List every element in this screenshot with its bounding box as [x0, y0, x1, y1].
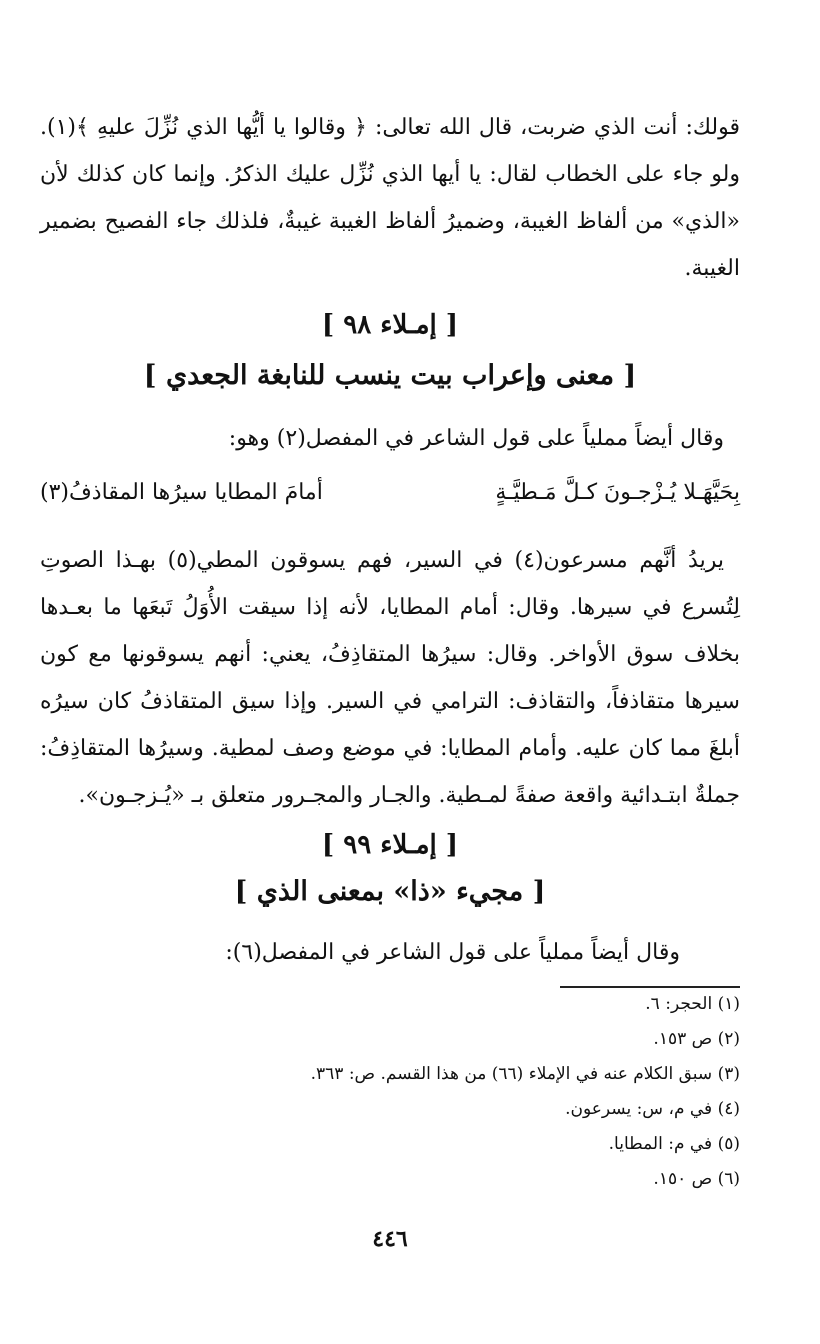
paragraph-2: يريدُ أنَّهم مسرعون(٤) في السير، فهم يسوقون المطي(٥) بهـذا الصوتِ لِتُسرع في سيرها. وقال: أمام المطايا، لأنه إذا سيقت الأُوَلُ تَبعَها ما بعـدها بخلاف سوق الأواخر. وقال: سيرُها المتقاذِفُ، يعني: أنهم يسوقونها مع كون سيرها متقاذفاً، والتقاذف: الترامي في السير. وإذا سيق المتقاذفُ كان سيرُه أبلغَ مما كان عليه. وأمام المطايا: في موضع وصف لمطية. وسيرُها المتقاذِفُ: جملةٌ ابتـدائية واقعة صفةً لمـطية. والجـار والمجـرور متعلق بـ «يُـزجـون». [40, 548, 740, 808]
intro-98: وقال أيضاً مملياً على قول الشاعر في المفصل(٢) وهو: [228, 426, 724, 451]
section-title-98: [ معنى وإعراب بيت ينسب للنابغة الجعدي ] [143, 360, 637, 391]
footnote-5: (٥) في م: المطايا. [608, 1134, 740, 1154]
footnote-2: (٢) ص ١٥٣. [653, 1029, 740, 1049]
verse-first-hemistich: بِحَيَّهَـلا يُـزْجـونَ كـلَّ مَـطيَّـةٍ [495, 480, 740, 505]
footnote-3: (٣) سبق الكلام عنه في الإملاء (٦٦) من هذا القسم. ص: ٣٦٣. [310, 1064, 740, 1084]
paragraph-1: قولك: أنت الذي ضربت، قال الله تعالى: ﴿ وقالوا يا أيُّها الذي نُزِّلَ عليهِ ﴾(١). ولو جاء على الخطاب لقال: يا أيها الذي نُزِّل عليك الذكرُ. وإنما كان كذلك لأن «الذي» من ألفاظ الغيبة، وضميرُ ألفاظ الغيبة غيبةٌ، فلذلك جاء الفصيح بضمير الغيبة. [40, 115, 740, 281]
document-page [40, 0, 740, 1344]
footnote-1: (١) الحجر: ٦. [645, 994, 740, 1014]
page-number: ٤٤٦ [372, 1226, 408, 1252]
section-heading-99: [ إمـلاء ٩٩ ] [321, 830, 459, 860]
intro-99: وقال أيضاً مملياً على قول الشاعر في المفصل(٦): [225, 940, 680, 965]
footnote-6: (٦) ص ١٥٠. [653, 1169, 740, 1189]
footnote-separator [560, 986, 740, 988]
verse-second-hemistich: أمامَ المطايا سيرُها المقاذفُ(٣) [40, 480, 323, 505]
footnote-4: (٤) في م، س: يسرعون. [565, 1099, 740, 1119]
section-title-99: [ مجيء «ذا» بمعنى الذي ] [234, 876, 546, 907]
section-heading-98: [ إمـلاء ٩٨ ] [321, 310, 459, 340]
